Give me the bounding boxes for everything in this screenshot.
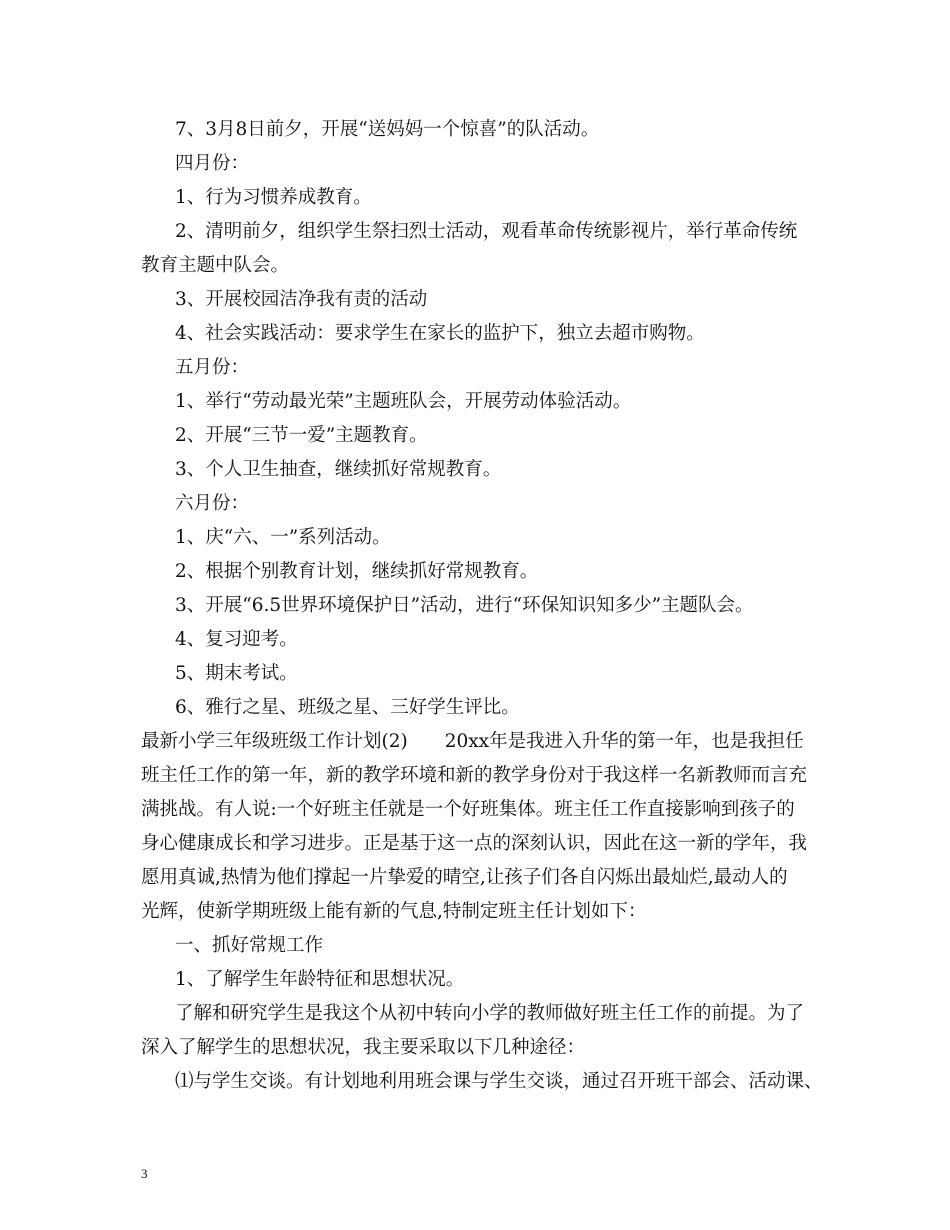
text-line: 3、开展校园洁净我有责的活动 [175, 289, 428, 310]
text-line: 愿用真诚,热情为他们撑起一片挚爱的晴空,让孩子们各自闪烁出最灿烂,最动人的 [141, 867, 788, 888]
text-line: 了解和研究学生是我这个从初中转向小学的教师做好班主任工作的前提。为了 [175, 1003, 805, 1024]
text-line: 4、社会实践活动：要求学生在家长的监护下，独立去超市购物。 [175, 323, 705, 344]
text-line: 2、清明前夕，组织学生祭扫烈士活动，观看革命传统影视片，举行革命传统 [175, 221, 798, 242]
section-heading-april: 四月份： [175, 153, 250, 174]
text-line: 7、3月8日前夕，开展“送妈妈一个惊喜”的队活动。 [175, 119, 600, 140]
page-number: 3 [141, 1166, 148, 1181]
text-line: 2、开展“三节一爱”主题教育。 [175, 425, 428, 446]
section-heading-may: 五月份： [175, 357, 250, 378]
text-line: 教育主题中队会。 [141, 255, 290, 276]
text-line: 满挑战。有人说:一个好班主任就是一个好班集体。班主任工作直接影响到孩子的 [141, 799, 795, 820]
text-line: 3、个人卫生抽查，继续抓好常规教育。 [175, 459, 502, 480]
text-line: 深入了解学生的思想状况，我主要采取以下几种途径： [141, 1037, 586, 1058]
text-line: 身心健康成长和学习进步。正是基于这一点的深刻认识，因此在这一新的学年，我 [141, 833, 808, 854]
text-line: 光辉，使新学期班级上能有新的气息,特制定班主任计划如下： [141, 901, 647, 922]
text-line: 班主任工作的第一年，新的教学环境和新的教学身份对于我这样一名新教师而言充 [141, 765, 808, 786]
text-line: 4、复习迎考。 [175, 629, 298, 650]
text-line: 1、举行“劳动最光荣”主题班队会，开展劳动体验活动。 [175, 391, 632, 412]
text-line: 3、开展“6.5世界环境保护日”活动，进行“环保知识知多少”主题队会。 [175, 595, 754, 616]
text-line: 2、根据个别教育计划，继续抓好常规教育。 [175, 561, 539, 582]
text-line: 6、雅行之星、班级之星、三好学生评比。 [175, 697, 520, 718]
text-line: 1、了解学生年龄特征和思想状况。 [175, 969, 465, 990]
document-title-line: 最新小学三年级班级工作计划(2) 20xx年是我进入升华的第一年，也是我担任 [141, 731, 804, 752]
section-heading-routine-work: 一、抓好常规工作 [175, 935, 324, 956]
text-line: ⑴与学生交谈。有计划地利用班会课与学生交谈，通过召开班干部会、活动课、 [175, 1071, 823, 1092]
text-line: 1、庆“六、一”系列活动。 [175, 527, 391, 548]
text-line: 5、期末考试。 [175, 663, 298, 684]
text-line: 1、行为习惯养成教育。 [175, 187, 372, 208]
section-heading-june: 六月份： [175, 493, 250, 514]
